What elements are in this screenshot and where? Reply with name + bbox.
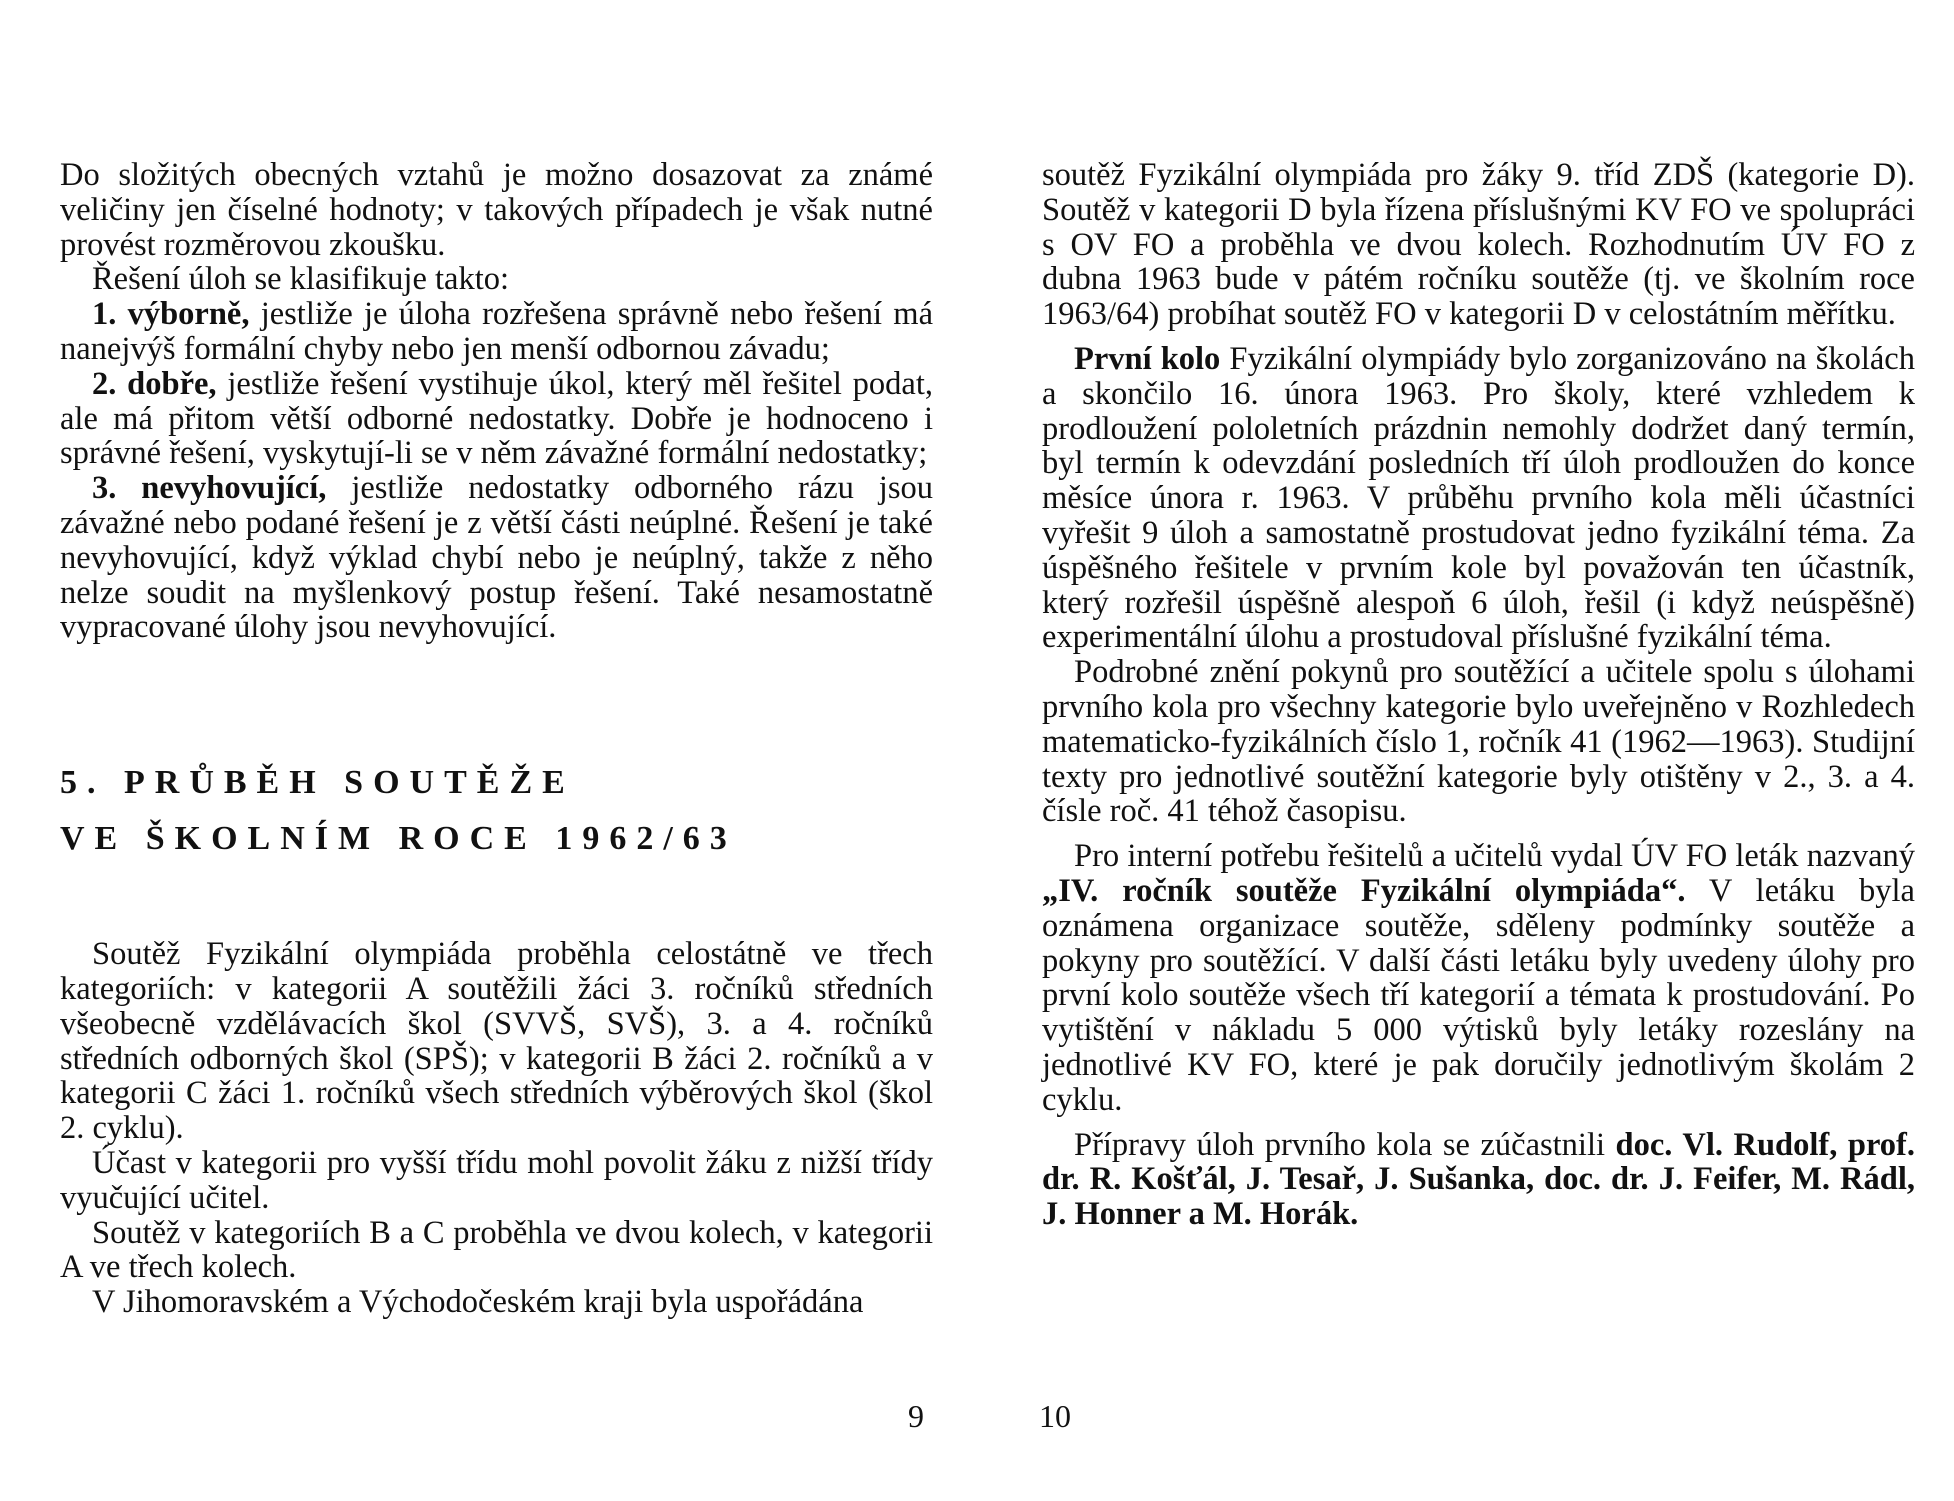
authors-paragraph — [1042, 1128, 1915, 1232]
grade-item-2 — [60, 367, 933, 471]
section-paragraph-2: Účast v kategorii pro vyšší třídu mohl povolit žáku z nižší třídy vyučující učitel. — [60, 1144, 933, 1216]
authors-intro: Přípravy úloh prvního kola se zúčastnili — [1074, 1126, 1616, 1163]
page-number: 9 — [908, 1398, 924, 1434]
grade-text: jestliže řešení vystihuje úkol, který měl řešitel podat, ale má přitom větší odborné nedostatky. Dobře je hodnoceno i správné řešení, vyskytují-li se v něm závažné formální nedostatky; — [60, 365, 933, 472]
grade-item-1 — [60, 297, 933, 367]
grade-text: jestliže je úloha rozřešena správně nebo řešení má nanejvýš formální chyby nebo jen menší odbornou závadu; — [60, 296, 934, 367]
section-paragraph-4: V Jihomoravském a Východočeském kraji byla uspořádána — [92, 1284, 864, 1321]
page-number: 10 — [1039, 1398, 1071, 1434]
leaflet-text-a: Pro interní potřebu řešitelů a učitelů vydal ÚV FO leták nazvaný — [1074, 838, 1915, 875]
leaflet-title: „IV. ročník soutěže Fyzikální olympiáda“. — [1042, 872, 1686, 909]
continuation-paragraph: soutěž Fyzikální olympiáda pro žáky 9. tříd ZDŠ (kategorie D). Soutěž v kategorii D byla řízena příslušnými KV FO ve spolupráci s OV FO a proběhla ve dvou kolech. Rozhodnutím ÚV FO z dubna 1963 bude v pátém ročníku soutěže (tj. ve školním roce 1963/64) probíhat soutěž FO v kategorii D v celostátním měřítku. — [1042, 157, 1915, 333]
grade-marker: 3. nevyhovující, — [92, 470, 327, 507]
grade-marker: 1. výborně, — [92, 296, 250, 333]
section-heading-line-1: 5. PRŮBĚH SOUTĚŽE — [60, 764, 575, 802]
grade-item-3 — [60, 471, 933, 645]
authors-names: doc. Vl. Rudolf, prof. dr. R. Košťál, J. Tesař, J. Sušanka, doc. dr. J. Feifer, M. Rádl, J. Honner a M. Horák. — [1042, 1126, 1915, 1233]
right-page — [977, 0, 1954, 1501]
right-text-column — [1042, 158, 1915, 1232]
instructions-paragraph: Podrobné znění pokynů pro soutěžící a učitele spolu s úlohami prvního kola pro všechny kategorie bylo uveřejněno v Rozhledech matematicko-fyzikálních číslo 1, ročník 41 (1962—1963). Studijní texty pro jednotlivé soutěžní kategorie byly otištěny v 2., 3. a 4. čísle roč. 41 téhož časopisu. — [1042, 654, 1915, 830]
first-round-text: Fyzikální olympiády bylo zorganizováno na školách a skončilo 16. února 1963. Pro školy, které vzhledem k prodloužení pololetních prázdnin nemohly dodržet daný termín, byl termín k odevzdání posledních tří úloh prodloužen do konce měsíce února r. 1963. V průběhu prvního kola měli účastníci vyřešit 9 úloh a samostatně prostudovat jedno fyzikální téma. Za úspěšného řešitele v prvním kole byl považován ten účastník, který rozřešil úspěšně alespoň 6 úloh, řešil (i když neúspěšně) experimentální úlohu a prostudoval příslušné fyzikální téma. — [1042, 340, 1915, 656]
first-round-paragraph — [1042, 342, 1915, 655]
grade-text: jestliže nedostatky odborného rázu jsou závažné nebo podané řešení je z větší části neúplné. Řešení je také nevyhovující, když výklad chybí nebo je neúplný, takže z něho nelze soudit na myšlenkový postup řešení. Také nesamostatně vypracované úlohy jsou nevyhovující. — [60, 470, 933, 646]
section-heading-line-2: VE ŠKOLNÍM ROCE 1962/63 — [60, 820, 737, 858]
first-round-label: První kolo — [1074, 340, 1221, 377]
leaflet-text-b: V letáku byla oznámena organizace soutěže, sděleny podmínky soutěže a pokyny pro soutěžící. V další části letáku byly uvedeny úlohy pro první kolo soutěže všech tří kategorií a témata k prostudování. Po vytištění v nákladu 5 000 výtisků byly letáky rozeslány na jednotlivé KV FO, které je pak doručily jednotlivým školám 2 cyklu. — [1042, 872, 1915, 1118]
section-paragraph-1: Soutěž Fyzikální olympiáda proběhla celostátně ve třech kategoriích: v kategorii A soutěžili žáci 3. ročníků středních všeobecně vzdělávacích škol (SVVŠ, SVŠ), 3. a 4. ročníků středních odborných škol (SPŠ); v kategorii B žáci 2. ročníků a v kategorii C žáci 1. ročníků všech středních výběrových škol (škol 2. cyklu). — [60, 936, 933, 1147]
section-paragraph-3: Soutěž v kategoriích B a C proběhla ve dvou kolech, v kategorii A ve třech kolech. — [60, 1214, 933, 1286]
grading-intro: Řešení úloh se klasifikuje takto: — [92, 261, 510, 298]
section-heading — [60, 755, 933, 867]
grade-marker: 2. dobře, — [92, 365, 217, 402]
left-text-column — [60, 158, 933, 1320]
intro-paragraph: Do složitých obecných vztahů je možno dosazovat za známé veličiny jen číselné hodnoty; v takových případech je však nutné provést rozměrovou zkoušku. — [60, 157, 933, 263]
leaflet-paragraph — [1042, 839, 1915, 1117]
